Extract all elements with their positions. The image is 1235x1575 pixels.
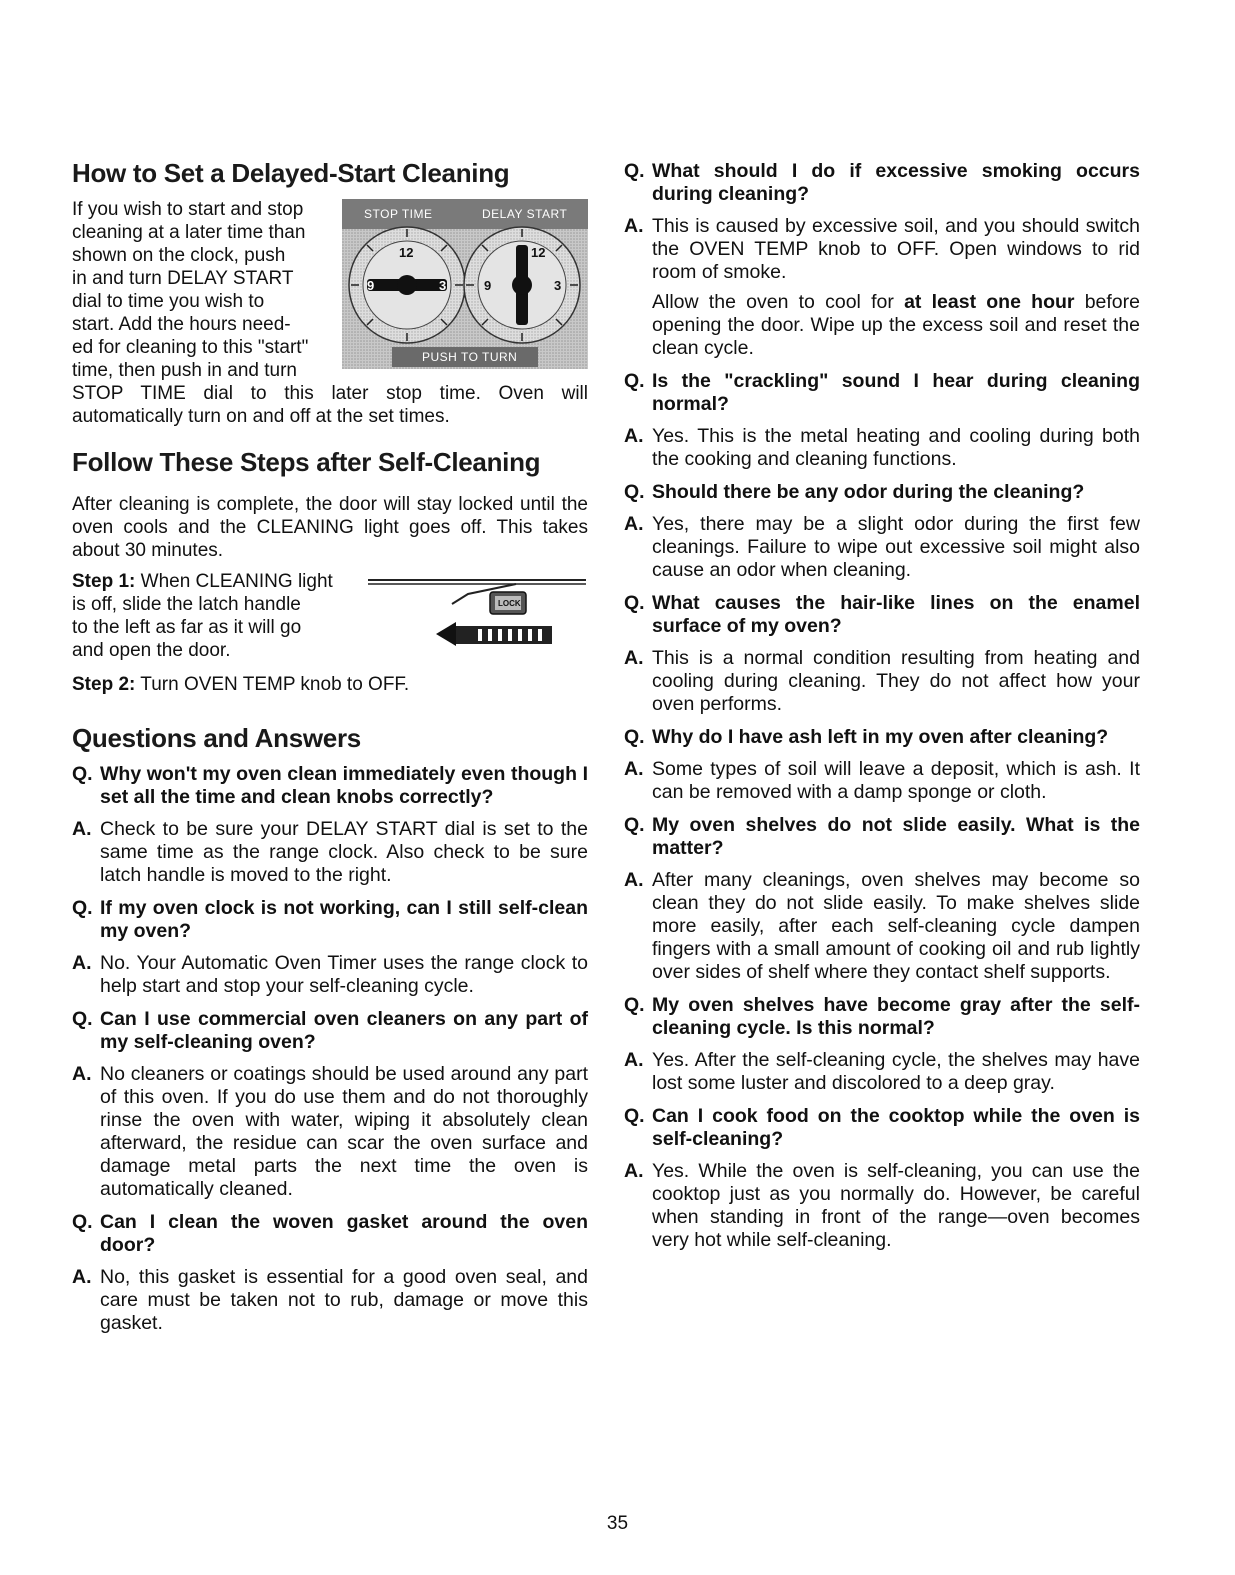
answer-text: Yes. This is the metal heating and cooling during both the cooking and cleaning functions. — [652, 425, 1140, 470]
delayed-line: time, then push in and turn — [72, 360, 297, 381]
a-label: A. — [624, 647, 644, 669]
lock-label: LOCK — [498, 599, 521, 608]
q-label: Q. — [624, 592, 645, 614]
answer — [624, 425, 1140, 471]
answer — [624, 215, 1140, 284]
answer-extra — [652, 291, 1140, 360]
stop-time-label: STOP TIME — [364, 207, 433, 221]
latch-handle-icon — [368, 574, 588, 664]
question-text: My oven shelves have become gray after the self-cleaning cycle. Is this normal? — [652, 994, 1140, 1039]
right-column — [624, 160, 1140, 1252]
left-dial-9: 9 — [367, 278, 375, 293]
a-label: A. — [624, 1160, 644, 1182]
right-dial-9: 9 — [484, 278, 492, 293]
answer-text: Check to be sure your DELAY START dial is set to the same time as the range clock. Also check to be sure latch handle is moved to the right. — [100, 818, 588, 886]
left-qa-list — [72, 763, 588, 1335]
answer-extra-bold: at least one hour — [904, 291, 1075, 313]
question — [72, 897, 588, 943]
question-text: Is the "crackling" sound I hear during cleaning normal? — [652, 370, 1140, 415]
answer-text: This is a normal condition resulting from heating and cooling during cleaning. They do not affect how your oven performs. — [652, 647, 1140, 715]
step-2-text: Turn OVEN TEMP knob to OFF. — [140, 674, 410, 695]
answer — [624, 1160, 1140, 1252]
answer — [72, 818, 588, 887]
delayed-line: in and turn DELAY START — [72, 268, 294, 289]
answer-extra-pre: Allow the oven to cool for — [652, 291, 905, 313]
question-text: Can I use commercial oven cleaners on any part of my self-cleaning oven? — [100, 1008, 588, 1053]
delayed-start-tail: STOP TIME dial to this later stop time. Oven will automatically turn on and off at the set times. — [72, 383, 588, 427]
a-label: A. — [72, 818, 92, 840]
left-dial-3: 3 — [439, 278, 447, 293]
right-dial-3: 3 — [554, 278, 562, 293]
question — [624, 994, 1140, 1040]
a-label: A. — [72, 952, 92, 974]
answer-text: No, this gasket is essential for a good oven seal, and care must be taken not to rub, damage or move this gasket. — [100, 1266, 588, 1334]
delayed-line: cleaning at a later time than — [72, 222, 306, 243]
question — [624, 481, 1140, 504]
answer — [624, 758, 1140, 804]
answer — [624, 869, 1140, 984]
q-label: Q. — [624, 726, 645, 748]
answer — [624, 513, 1140, 582]
answer — [72, 952, 588, 998]
a-label: A. — [72, 1063, 92, 1085]
step-1-line: is off, slide the latch handle — [72, 594, 301, 615]
answer-text: Yes, there may be a slight odor during the first few cleanings. Failure to wipe out excessive soil might also cause an odor when cleaning. — [652, 513, 1140, 581]
q-label: Q. — [72, 1211, 93, 1233]
q-label: Q. — [72, 897, 93, 919]
question-text: My oven shelves do not slide easily. What is the matter? — [652, 814, 1140, 859]
steps-intro: After cleaning is complete, the door will stay locked until the oven cools and the CLEANING light goes off. This takes about 30 minutes. — [72, 494, 588, 561]
latch-illustration — [368, 574, 588, 664]
question — [624, 160, 1140, 206]
q-label: Q. — [624, 481, 645, 503]
step-2 — [72, 673, 588, 696]
question-text: Why won't my oven clean immediately even though I set all the time and clean knobs correctly? — [100, 763, 588, 808]
answer-text: No cleaners or coatings should be used around any part of this oven. If you do use them and do not thoroughly rinse the oven with water, wiping it absolutely clean afterward, the residue can scar the oven surface and damage metal parts the next time the oven is automatically cleaned. — [100, 1063, 588, 1200]
delayed-start-text — [72, 198, 334, 382]
a-label: A. — [624, 758, 644, 780]
question — [72, 1008, 588, 1054]
question — [624, 814, 1140, 860]
q-label: Q. — [72, 763, 93, 785]
delay-start-label: DELAY START — [482, 207, 568, 221]
answer-text: Some types of soil will leave a deposit, which is ash. It can be removed with a damp sponge or cloth. — [652, 758, 1140, 803]
answer-extra-post: before opening the door. Wipe up the excess soil and reset the clean cycle. — [652, 291, 1140, 359]
dial-illustration — [342, 199, 588, 369]
question — [624, 726, 1140, 749]
push-to-turn-label: PUSH TO TURN — [422, 350, 518, 364]
a-label: A. — [624, 1049, 644, 1071]
delayed-line: shown on the clock, push — [72, 245, 286, 266]
q-label: Q. — [72, 1008, 93, 1030]
q-label: Q. — [624, 160, 645, 182]
page-number: 35 — [606, 1513, 629, 1534]
answer-text: No. Your Automatic Oven Timer uses the range clock to help start and stop your self-cleaning cycle. — [100, 952, 588, 997]
question-text: Can I clean the woven gasket around the oven door? — [100, 1211, 588, 1256]
answer-text: Yes. After the self-cleaning cycle, the shelves may have lost some luster and discolored to a deep gray. — [652, 1049, 1140, 1094]
answer — [624, 1049, 1140, 1095]
delayed-line: start. Add the hours need- — [72, 314, 291, 335]
a-label: A. — [624, 425, 644, 447]
right-dial-12: 12 — [531, 245, 546, 260]
q-label: Q. — [624, 370, 645, 392]
left-dial-12: 12 — [399, 245, 414, 260]
step-1-line: and open the door. — [72, 640, 231, 661]
step-1-line: to the left as far as it will go — [72, 617, 302, 638]
question-text: What causes the hair-like lines on the enamel surface of my oven? — [652, 592, 1140, 637]
a-label: A. — [624, 215, 644, 237]
question-text: If my oven clock is not working, can I still self-clean my oven? — [100, 897, 588, 942]
question — [72, 763, 588, 809]
a-label: A. — [624, 869, 644, 891]
q-label: Q. — [624, 994, 645, 1016]
steps-heading: Follow These Steps after Self-Cleaning — [72, 447, 541, 477]
question-text: Why do I have ash left in my oven after cleaning? — [652, 726, 1109, 748]
step-1 — [72, 570, 372, 662]
delayed-line: If you wish to start and stop — [72, 199, 304, 220]
step-1-label: Step 1: — [72, 571, 136, 592]
question — [624, 592, 1140, 638]
q-label: Q. — [624, 1105, 645, 1127]
delayed-line: ed for cleaning to this "start" — [72, 337, 309, 358]
question-text: What should I do if excessive smoking occurs during cleaning? — [652, 160, 1140, 205]
answer-text: This is caused by excessive soil, and you should switch the OVEN TEMP knob to OFF. Open windows to rid room of smoke. — [652, 215, 1140, 283]
question-text: Can I cook food on the cooktop while the oven is self-cleaning? — [652, 1105, 1140, 1150]
timer-dials-icon — [342, 199, 588, 369]
qa-heading: Questions and Answers — [72, 723, 361, 753]
answer — [72, 1266, 588, 1335]
q-label: Q. — [624, 814, 645, 836]
a-label: A. — [624, 513, 644, 535]
delayed-line: dial to time you wish to — [72, 291, 265, 312]
step-2-label: Step 2: — [72, 674, 136, 695]
answer — [72, 1063, 588, 1201]
question-text: Should there be any odor during the cleaning? — [652, 481, 1085, 503]
question — [624, 370, 1140, 416]
delayed-start-heading: How to Set a Delayed-Start Cleaning — [72, 158, 510, 188]
answer — [624, 647, 1140, 716]
question — [72, 1211, 588, 1257]
question — [624, 1105, 1140, 1151]
answer-text: Yes. While the oven is self-cleaning, you can use the cooktop just as you normally do. However, be careful when standing in front of the range—oven becomes very hot while self-cleaning. — [652, 1160, 1140, 1251]
step-1-line: When CLEANING light — [140, 571, 333, 592]
a-label: A. — [72, 1266, 92, 1288]
answer-text: After many cleanings, oven shelves may become so clean they do not slide easily. To make shelves slide more easily, after each self-cleaning cycle dampen fingers with a small amount of cooking oil and rub lightly over sides of shelf where they contact shelf supports. — [652, 869, 1140, 983]
